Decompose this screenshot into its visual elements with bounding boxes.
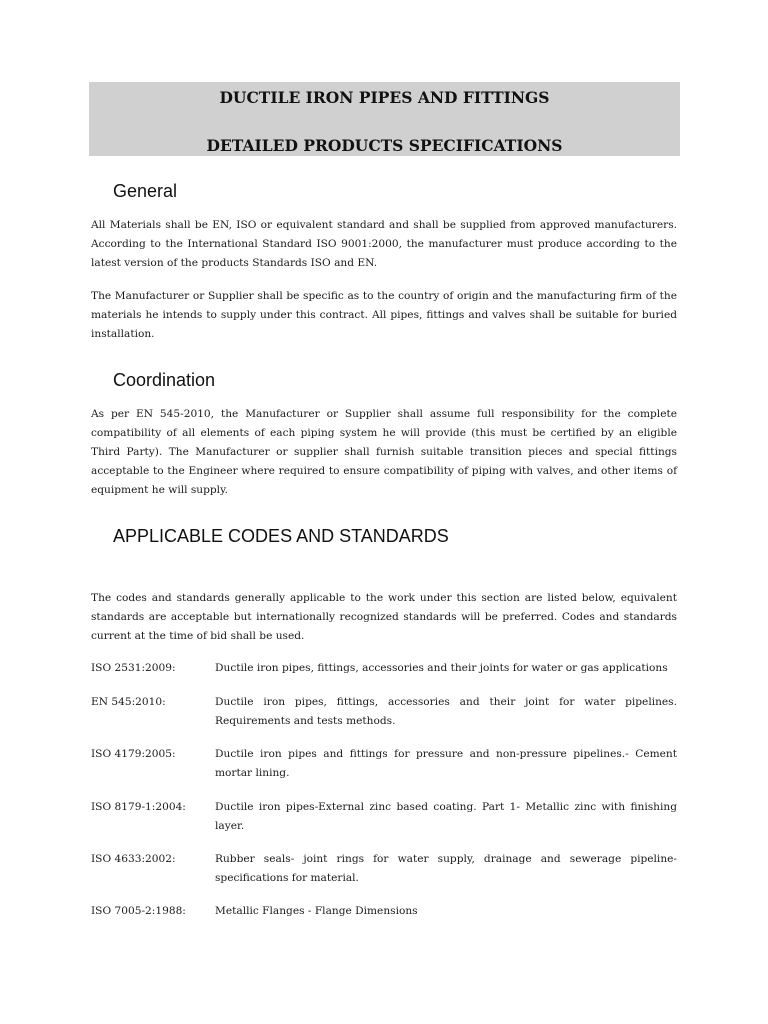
standard-code: ISO 4179:2005:	[91, 748, 176, 760]
standard-description: Ductile iron pipes and fittings for pressure and non-pressure pipelines.- Cement mortar lining.	[215, 748, 677, 779]
standard-description: Ductile iron pipes-External zinc based coating. Part 1- Metallic zinc with finishing layer.	[215, 801, 677, 832]
standard-description: Metallic Flanges - Flange Dimensions	[215, 905, 418, 917]
general-paragraph-1: All Materials shall be EN, ISO or equivalent standard and shall be supplied from approved manufacturers. According to the International Standard ISO 9001:2000, the manufacturer must produce according to the latest version of the products Standards ISO and EN.	[91, 219, 677, 269]
standard-code: ISO 2531:2009:	[91, 662, 176, 674]
standard-code: ISO 4633:2002:	[91, 853, 176, 865]
codes-intro-paragraph: The codes and standards generally applicable to the work under this section are listed below, equivalent standards are acceptable but internationally recognized standards will be preferred. Codes and standards current at the time of bid shall be used.	[91, 592, 677, 642]
standard-code: EN 545:2010:	[91, 696, 166, 708]
heading-general: General	[113, 181, 178, 201]
standard-code: ISO 7005-2:1988:	[91, 905, 186, 917]
general-paragraph-2: The Manufacturer or Supplier shall be specific as to the country of origin and the manufacturing firm of the materials he intends to supply under this contract. All pipes, fittings and valves shall be suitable for buried installation.	[91, 290, 677, 340]
document-subtitle: DETAILED PRODUCTS SPECIFICATIONS	[206, 136, 563, 155]
standard-description: Rubber seals- joint rings for water supply, drainage and sewerage pipeline- specifications for material.	[215, 853, 677, 884]
standard-code: ISO 8179-1:2004:	[91, 801, 186, 813]
heading-applicable-codes: APPLICABLE CODES AND STANDARDS	[113, 526, 449, 546]
standard-description: Ductile iron pipes, fittings, accessories and their joint for water pipelines. Requirements and tests methods.	[215, 696, 677, 727]
title-banner	[89, 82, 680, 156]
heading-coordination: Coordination	[113, 370, 216, 390]
document-title: DUCTILE IRON PIPES AND FITTINGS	[219, 88, 550, 107]
coordination-paragraph: As per EN 545-2010, the Manufacturer or Supplier shall assume full responsibility for the complete compatibility of all elements of each piping system he will provide (this must be certified by an eligible Third Party). The Manufacturer or supplier shall furnish suitable transition pieces and special fittings acceptable to the Engineer where required to ensure compatibility of piping with valves, and other items of equipment he will supply.	[91, 408, 677, 496]
standard-description: Ductile iron pipes, fittings, accessories and their joints for water or gas applications	[215, 662, 668, 674]
